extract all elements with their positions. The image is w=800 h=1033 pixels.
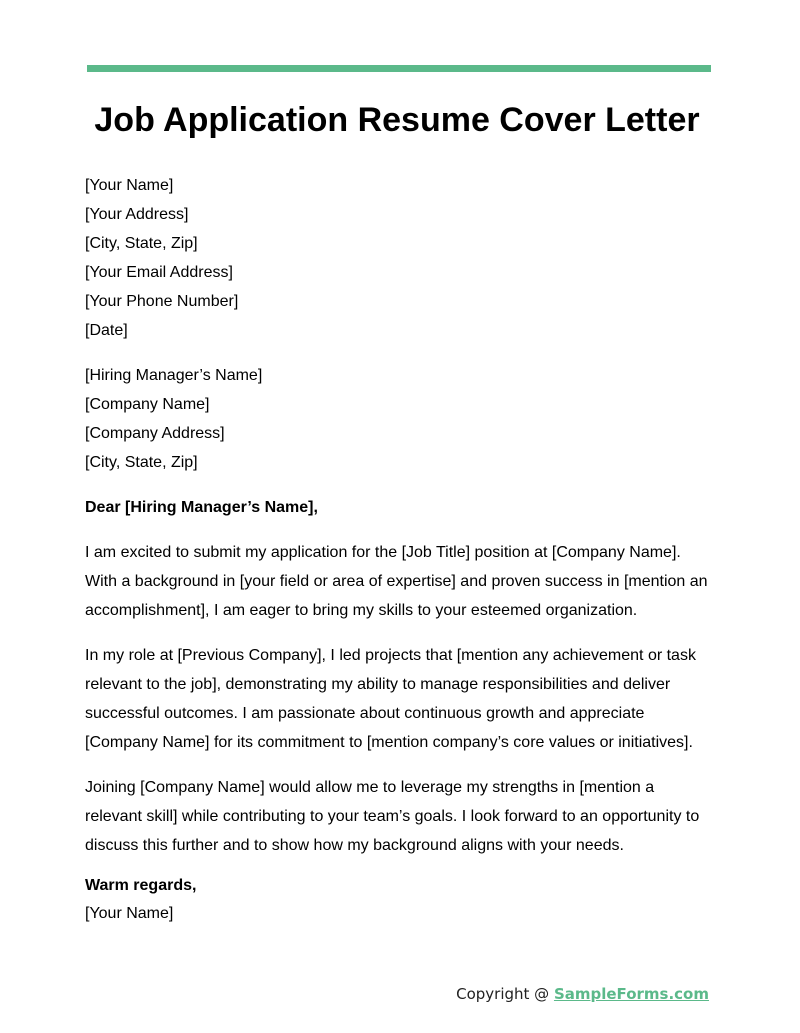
copyright-text: Copyright @ bbox=[456, 985, 554, 1003]
accent-bar bbox=[87, 65, 711, 72]
date: [Date] bbox=[85, 322, 128, 339]
signature-block bbox=[85, 876, 713, 932]
signature-name: [Your Name] bbox=[85, 905, 174, 922]
sender-block bbox=[85, 171, 713, 345]
paragraph-intro: I am excited to submit my application for the [Job Title] position at [Company Name]. With a background in [your field or area of expertise] and proven success in [mention an accomplishment], I am eager to bring my skills to your esteemed organization. bbox=[85, 544, 708, 619]
footer bbox=[456, 985, 709, 1003]
sender-city: [City, State, Zip] bbox=[85, 235, 198, 252]
page-title: Job Application Resume Cover Letter bbox=[94, 101, 700, 139]
recipient-city: [City, State, Zip] bbox=[85, 454, 198, 471]
paragraph-closing: Joining [Company Name] would allow me to leverage my strengths in [mention a relevant skill] while contributing to your team’s goals. I look forward to an opportunity to discuss this further and to show how my background aligns with your needs. bbox=[85, 779, 700, 854]
salutation: Dear [Hiring Manager’s Name], bbox=[85, 499, 318, 516]
sender-email: [Your Email Address] bbox=[85, 264, 233, 281]
sender-phone: [Your Phone Number] bbox=[85, 293, 239, 310]
sampleforms-link[interactable]: SampleForms.com bbox=[553, 985, 709, 1003]
recipient-name: [Hiring Manager’s Name] bbox=[85, 367, 263, 384]
sender-address: [Your Address] bbox=[85, 206, 189, 223]
recipient-block bbox=[85, 361, 713, 477]
recipient-address: [Company Address] bbox=[85, 425, 225, 442]
letter-body bbox=[85, 171, 713, 932]
sender-name: [Your Name] bbox=[85, 177, 174, 194]
paragraph-experience: In my role at [Previous Company], I led projects that [mention any achievement or task relevant to the job], demonstrating my ability to manage responsibilities and deliver successful outcomes. I am passionate about continuous growth and appreciate [Company Name] for its commitment to [mention company’s core values or initiatives]. bbox=[85, 647, 696, 751]
closing: Warm regards, bbox=[85, 877, 197, 894]
recipient-company: [Company Name] bbox=[85, 396, 210, 413]
